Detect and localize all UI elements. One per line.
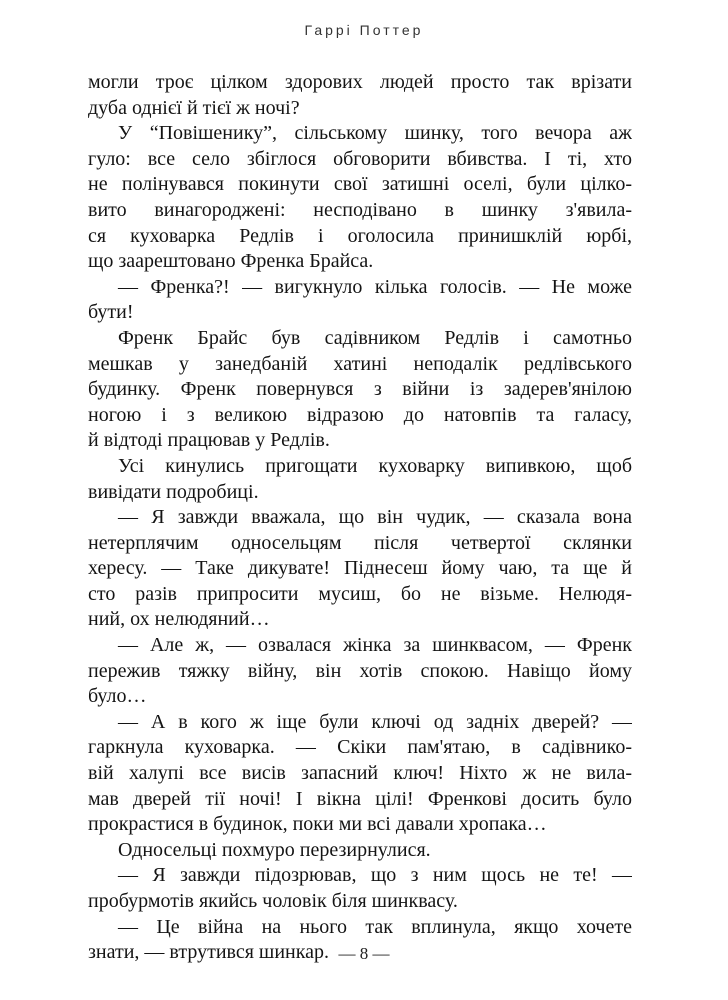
body-text — [88, 70, 632, 966]
running-head: Гаррі Поттер — [304, 22, 424, 38]
text-line: прокрастися в будинок, поки ми всі давали хропака… — [88, 813, 547, 836]
text-line: й відтоді працював у Редлів. — [88, 429, 330, 452]
text-line: — Я завжди підозрював, що з ним щось не те! — — [118, 864, 632, 887]
text-line: пережив тяжку війну, він хотів спокою. Навіщо йому — [88, 659, 632, 682]
text-line: — Це війна на нього так вплинула, якщо хочете — [118, 915, 632, 938]
text-line: нетерплячим односельцям після четвертої склянки — [88, 531, 632, 554]
text-line: — Але ж, — озвалася жінка за шинквасом, — Френк — [118, 634, 632, 657]
text-line: Односельці похмуро перезирнулися. — [118, 838, 431, 861]
page-number: — 8 — — [338, 944, 390, 963]
text-line: бути! — [88, 301, 134, 324]
text-line: — А в кого ж іще були ключі од задніх дверей? — — [118, 710, 632, 733]
text-line: будинку. Френк повернувся з війни із задерев'янілою — [88, 378, 632, 401]
text-line: не полінувався покинути свої затишні оселі, були цілко- — [88, 173, 632, 196]
text-line: сто разів припросити мусиш, бо не візьме. Нелюдя- — [88, 582, 632, 605]
text-line: — Я завжди вважала, що він чудик, — сказала вона — [118, 506, 632, 529]
text-line: ний, ох нелюдяний… — [88, 608, 270, 631]
text-line: гуло: все село збіглося обговорити вбивства. І ті, хто — [88, 147, 632, 170]
text-line: вивідати подробиці. — [88, 480, 259, 503]
text-line: ся куховарка Редлів і оголосила принишклій юрбі, — [88, 224, 632, 247]
text-line: Усі кинулись пригощати куховарку випивкою, щоб — [118, 454, 632, 477]
text-line: У “Повішенику”, сільському шинку, того вечора аж — [118, 122, 632, 145]
text-line: хересу. — Таке дикувате! Піднесеш йому чаю, та ще й — [88, 557, 632, 580]
text-line: Френк Брайс був садівником Редлів і самотньо — [118, 326, 632, 349]
text-line: дуба однієї й тієї ж ночі? — [88, 96, 300, 119]
text-line: могли троє цілком здорових людей просто так врізати — [88, 71, 632, 93]
text-line: вій халупі все висів запасний ключ! Ніхто ж не вила- — [88, 762, 632, 785]
text-line: вито винагороджені: несподівано в шинку з'явила- — [88, 198, 632, 221]
text-line: пробурмотів якийсь чоловік біля шинквасу. — [88, 890, 458, 912]
text-line: ногою і з великою відразою до натовпів та галасу, — [88, 403, 632, 426]
text-line: гаркнула куховарка. — Скіки пам'ятаю, в садівнико- — [88, 736, 632, 759]
text-line: знати, — втрутився шинкар. — [88, 941, 330, 964]
text-line: що заарештовано Френка Брайса. — [88, 250, 374, 273]
text-line: — Френка?! — вигукнуло кілька голосів. — Не може — [118, 275, 632, 298]
text-line: було… — [88, 685, 147, 708]
text-line: мешкав у занедбаній хатині неподалік редлівського — [88, 352, 632, 375]
text-line: мав дверей тії ночі! І вікна цілі! Френкові досить було — [88, 787, 632, 810]
